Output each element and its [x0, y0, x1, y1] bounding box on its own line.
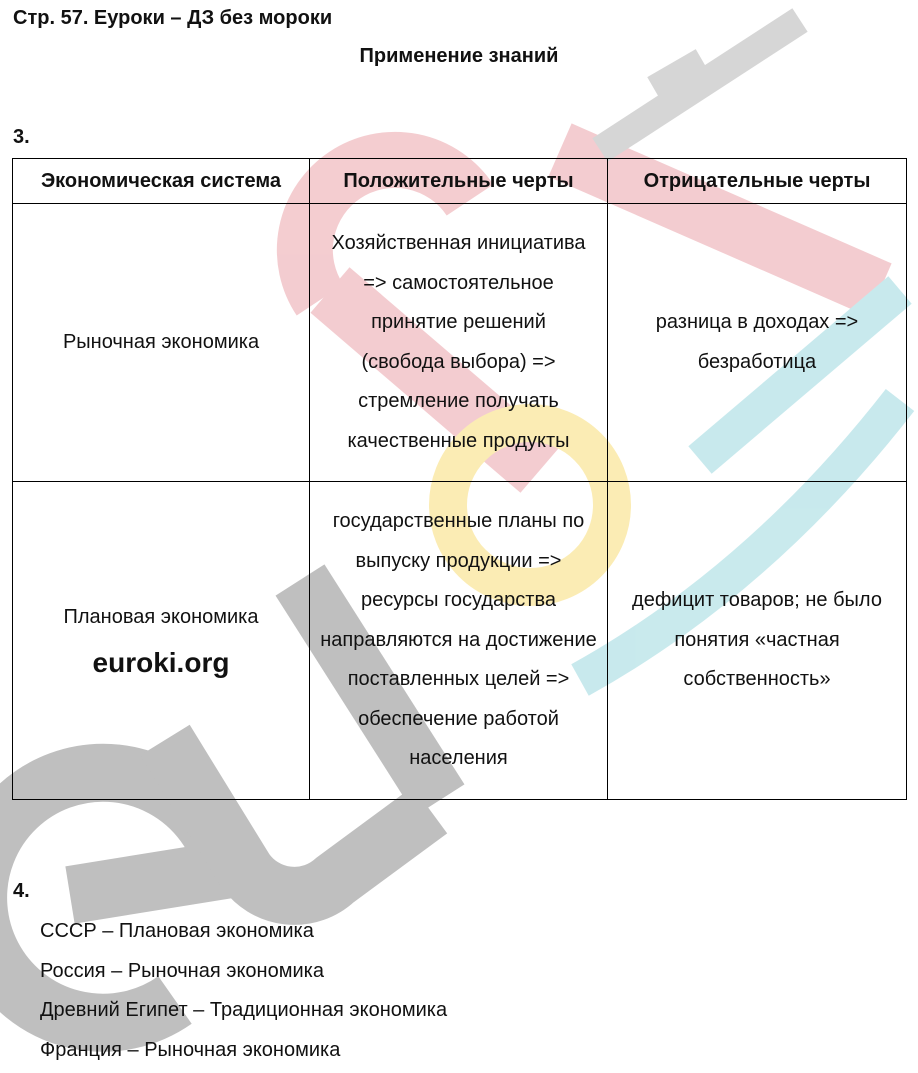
table-header-row [13, 159, 907, 204]
task-3-number: 3. [13, 126, 30, 148]
page-header: Стр. 57. Еуроки – ДЗ без мороки [13, 7, 333, 29]
task-4-number: 4. [13, 880, 30, 902]
page-title: Применение знаний [359, 45, 559, 67]
list-item: Древний Египет – Традиционная экономика [40, 999, 448, 1021]
cell-positive: Хозяйственная инициатива => самостоятельное принятие решений (свобода выбора) => стремление получать качественные продукты [310, 204, 608, 482]
task-4-answers [40, 912, 447, 1070]
list-item: Франция – Рыночная экономика [40, 1038, 341, 1061]
cell-system-text: Плановая экономика [63, 605, 259, 628]
euroki-logo-text: euroki.org [92, 647, 230, 679]
cell-negative: дефицит товаров; не было понятия «частная собственность» [608, 482, 907, 800]
header-negative-features: Отрицательные черты [608, 159, 907, 204]
header-economic-system: Экономическая система [13, 159, 310, 204]
economic-systems-table [12, 158, 907, 800]
cell-positive: государственные планы по выпуску продукции => ресурсы государства направляются на достижение поставленных целей => обеспечение работой населения [310, 482, 608, 800]
table-row [13, 482, 907, 800]
header-positive-features: Положительные черты [310, 159, 608, 204]
list-item: Россия – Рыночная экономика [40, 959, 324, 982]
cell-system: Рыночная экономика [13, 204, 310, 482]
table-row [13, 204, 907, 482]
cell-system [13, 482, 310, 800]
list-item: СССР – Плановая экономика [40, 920, 314, 942]
cell-negative: разница в доходах => безработица [608, 204, 907, 482]
